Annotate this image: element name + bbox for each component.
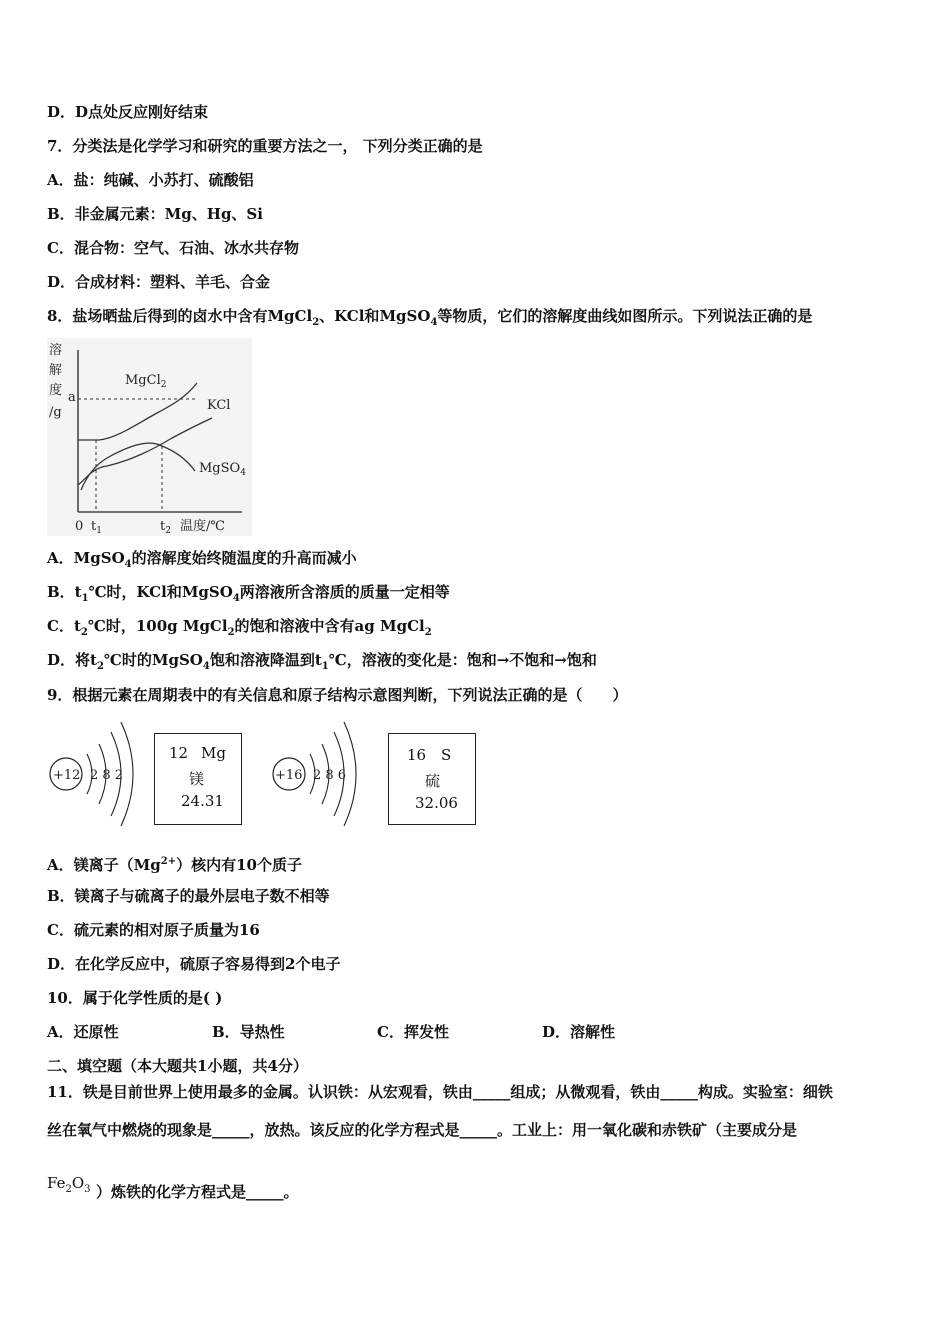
s-shells: 2 8 6 <box>313 768 347 783</box>
q7-stem: 7．分类法是化学学习和研究的重要方法之一， 下列分类正确的是 <box>47 137 483 155</box>
mg-symbol: Mg <box>201 744 226 762</box>
q9-option-a: A．镁离子$(Mg^{2+})$核内有10个质子 <box>47 856 302 874</box>
s-atom-diagram <box>270 716 365 826</box>
solubility-chart <box>47 338 252 536</box>
y-tick-a: a <box>68 390 76 405</box>
label-kcl: KCl <box>207 398 231 413</box>
s-element-box <box>388 733 476 825</box>
mg-shells: 2 8 2 <box>90 768 124 783</box>
ylabel-char-4: /g <box>49 405 62 420</box>
q9-option-c: C．硫元素的相对原子质量为16 <box>47 921 260 939</box>
q10-option-d: D．溶解性 <box>542 1023 616 1041</box>
s-name: 硫 <box>425 772 441 790</box>
x-tick-t2: $t_2$ <box>160 519 171 536</box>
q7-option-d: D．合成材料：塑料、羊毛、合金 <box>47 273 271 291</box>
q11-line-3: ）炼铁的化学方程式是_____。 <box>96 1183 299 1201</box>
q9-stem: 9．根据元素在周期表中的有关信息和原子结构示意图判断，下列说法正确的是（ ） <box>47 686 628 704</box>
q8-option-a: A．MgSO$_4$的溶解度始终随温度的升高而减小 <box>47 549 357 570</box>
label-mgso4: MgSO$_4$ <box>199 461 246 478</box>
q8-stem: 8．盐场晒盐后得到的卤水中含有MgCl$_2$、KCl和MgSO$_4$等物质，它们的溶解度曲线如图所示。下列说法正确的是 <box>47 307 813 328</box>
label-mgcl2: MgCl$_2$ <box>125 373 167 390</box>
ylabel-char-3: 度 <box>49 383 63 398</box>
s-mass: 32.06 <box>415 794 458 812</box>
mg-mass: 24.31 <box>181 792 224 810</box>
s-atomic-number: 16 <box>407 746 427 764</box>
q7-option-c: C．混合物：空气、石油、冰水共存物 <box>47 239 299 257</box>
q10-option-c: C．挥发性 <box>377 1023 449 1041</box>
q11-line-1: 11．铁是目前世界上使用最多的金属。认识铁：从宏观看，铁由_____组成；从微观看，铁由_____构成。实验室：细铁 <box>47 1083 833 1101</box>
q10-option-b: B．导热性 <box>212 1023 285 1041</box>
s-nucleus: +16 <box>275 768 303 783</box>
q8-option-c: C．$t_2℃$时，100g MgCl$_2$的饱和溶液中含有ag MgCl$_2$ <box>47 617 432 638</box>
q9-option-d: D．在化学反应中，硫原子容易得到2个电子 <box>47 955 341 973</box>
section-2-title: 二、填空题（本大题共1小题，共4分） <box>47 1057 308 1075</box>
q10-option-a: A．还原性 <box>47 1023 119 1041</box>
q6-option-d: D．D点处反应刚好结束 <box>47 103 209 121</box>
x-origin: 0 <box>75 519 84 534</box>
q8-option-d: D．将$t_2℃$时的MgSO$_4$饱和溶液降温到$t_1℃$，溶液的变化是：饱和→不饱和→饱和 <box>47 651 597 672</box>
s-symbol: S <box>441 746 452 764</box>
mg-atomic-number: 12 <box>169 744 189 762</box>
ylabel-char-2: 解 <box>49 363 63 378</box>
ylabel-char-1: 溶 <box>49 343 63 358</box>
q8-option-b: B．$t_1℃$时，KCl和MgSO$_4$两溶液所含溶质的质量一定相等 <box>47 583 450 604</box>
fe2o3-formula: $Fe_2O_3$ <box>47 1174 91 1195</box>
x-tick-t1: $t_1$ <box>91 519 102 536</box>
x-axis-label: 温度/℃ <box>180 519 225 534</box>
q11-line-2: 丝在氧气中燃烧的现象是_____，放热。该反应的化学方程式是_____。工业上：用一氧化碳和赤铁矿（主要成分是 <box>47 1121 798 1139</box>
mg-element-box <box>154 733 242 825</box>
mg-name: 镁 <box>189 770 205 788</box>
mg-atom-diagram <box>47 716 142 826</box>
q7-option-a: A．盐：纯碱、小苏打、硫酸铝 <box>47 171 254 189</box>
q7-option-b: B．非金属元素：Mg、Hg、Si <box>47 205 263 223</box>
q9-option-b: B．镁离子与硫离子的最外层电子数不相等 <box>47 887 330 905</box>
q10-stem: 10．属于化学性质的是( ) <box>47 989 223 1007</box>
mg-nucleus: +12 <box>53 768 81 783</box>
